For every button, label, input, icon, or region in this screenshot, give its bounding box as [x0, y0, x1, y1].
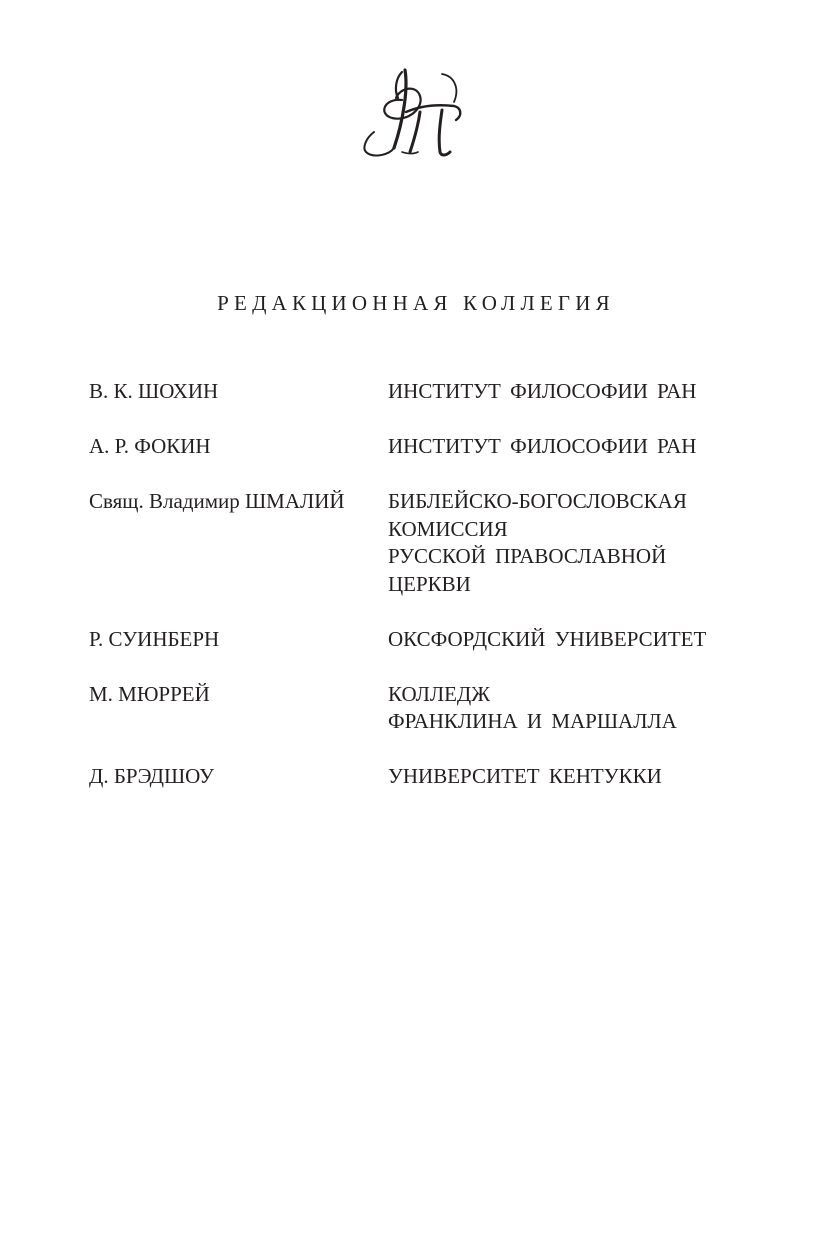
member-affiliation [388, 681, 789, 736]
member-name: А. Р. ФОКИН [89, 434, 211, 458]
member-name: Р. СУИНБЕРН [89, 626, 220, 651]
editorial-board-list [89, 378, 789, 818]
member-name: В. К. ШОХИН [89, 379, 219, 403]
board-member-row [89, 763, 789, 791]
member-affiliation [388, 378, 789, 406]
affiliation-line: ИНСТИТУТ ФИЛОСОФИИ РАН [388, 379, 697, 403]
affiliation-line: ОКСФОРДСКИЙ УНИВЕРСИТЕТ [388, 626, 707, 651]
member-affiliation [388, 763, 789, 791]
monogram-ft-icon [358, 68, 468, 160]
board-member-row [89, 488, 789, 598]
board-member-row [89, 378, 789, 406]
affiliation-line: КОМИССИЯ [388, 516, 508, 541]
member-affiliation [388, 433, 789, 461]
member-name: Свящ. Владимир ШМАЛИЙ [89, 489, 345, 513]
affiliation-line: РУССКОЙ ПРАВОСЛАВНОЙ [388, 544, 667, 568]
board-member-row [89, 626, 789, 654]
board-member-row [89, 681, 789, 736]
editorial-board-heading: РЕДАКЦИОННАЯ КОЛЛЕГИЯ [217, 291, 615, 315]
affiliation-line: УНИВЕРСИТЕТ КЕНТУККИ [388, 764, 662, 788]
publisher-logo-monogram [358, 68, 468, 160]
member-name: Д. БРЭДШОУ [89, 764, 215, 788]
affiliation-line: ФРАНКЛИНА И МАРШАЛЛА [388, 709, 677, 733]
member-affiliation [388, 488, 789, 598]
affiliation-line: ИНСТИТУТ ФИЛОСОФИИ РАН [388, 434, 697, 458]
affiliation-line: БИБЛЕЙСКО-БОГОСЛОВСКАЯ [388, 489, 687, 513]
board-member-row [89, 433, 789, 461]
affiliation-line: КОЛЛЕДЖ [388, 681, 491, 706]
member-affiliation [388, 626, 789, 654]
member-name: М. МЮРРЕЙ [89, 681, 210, 706]
affiliation-line: ЦЕРКВИ [388, 571, 471, 596]
